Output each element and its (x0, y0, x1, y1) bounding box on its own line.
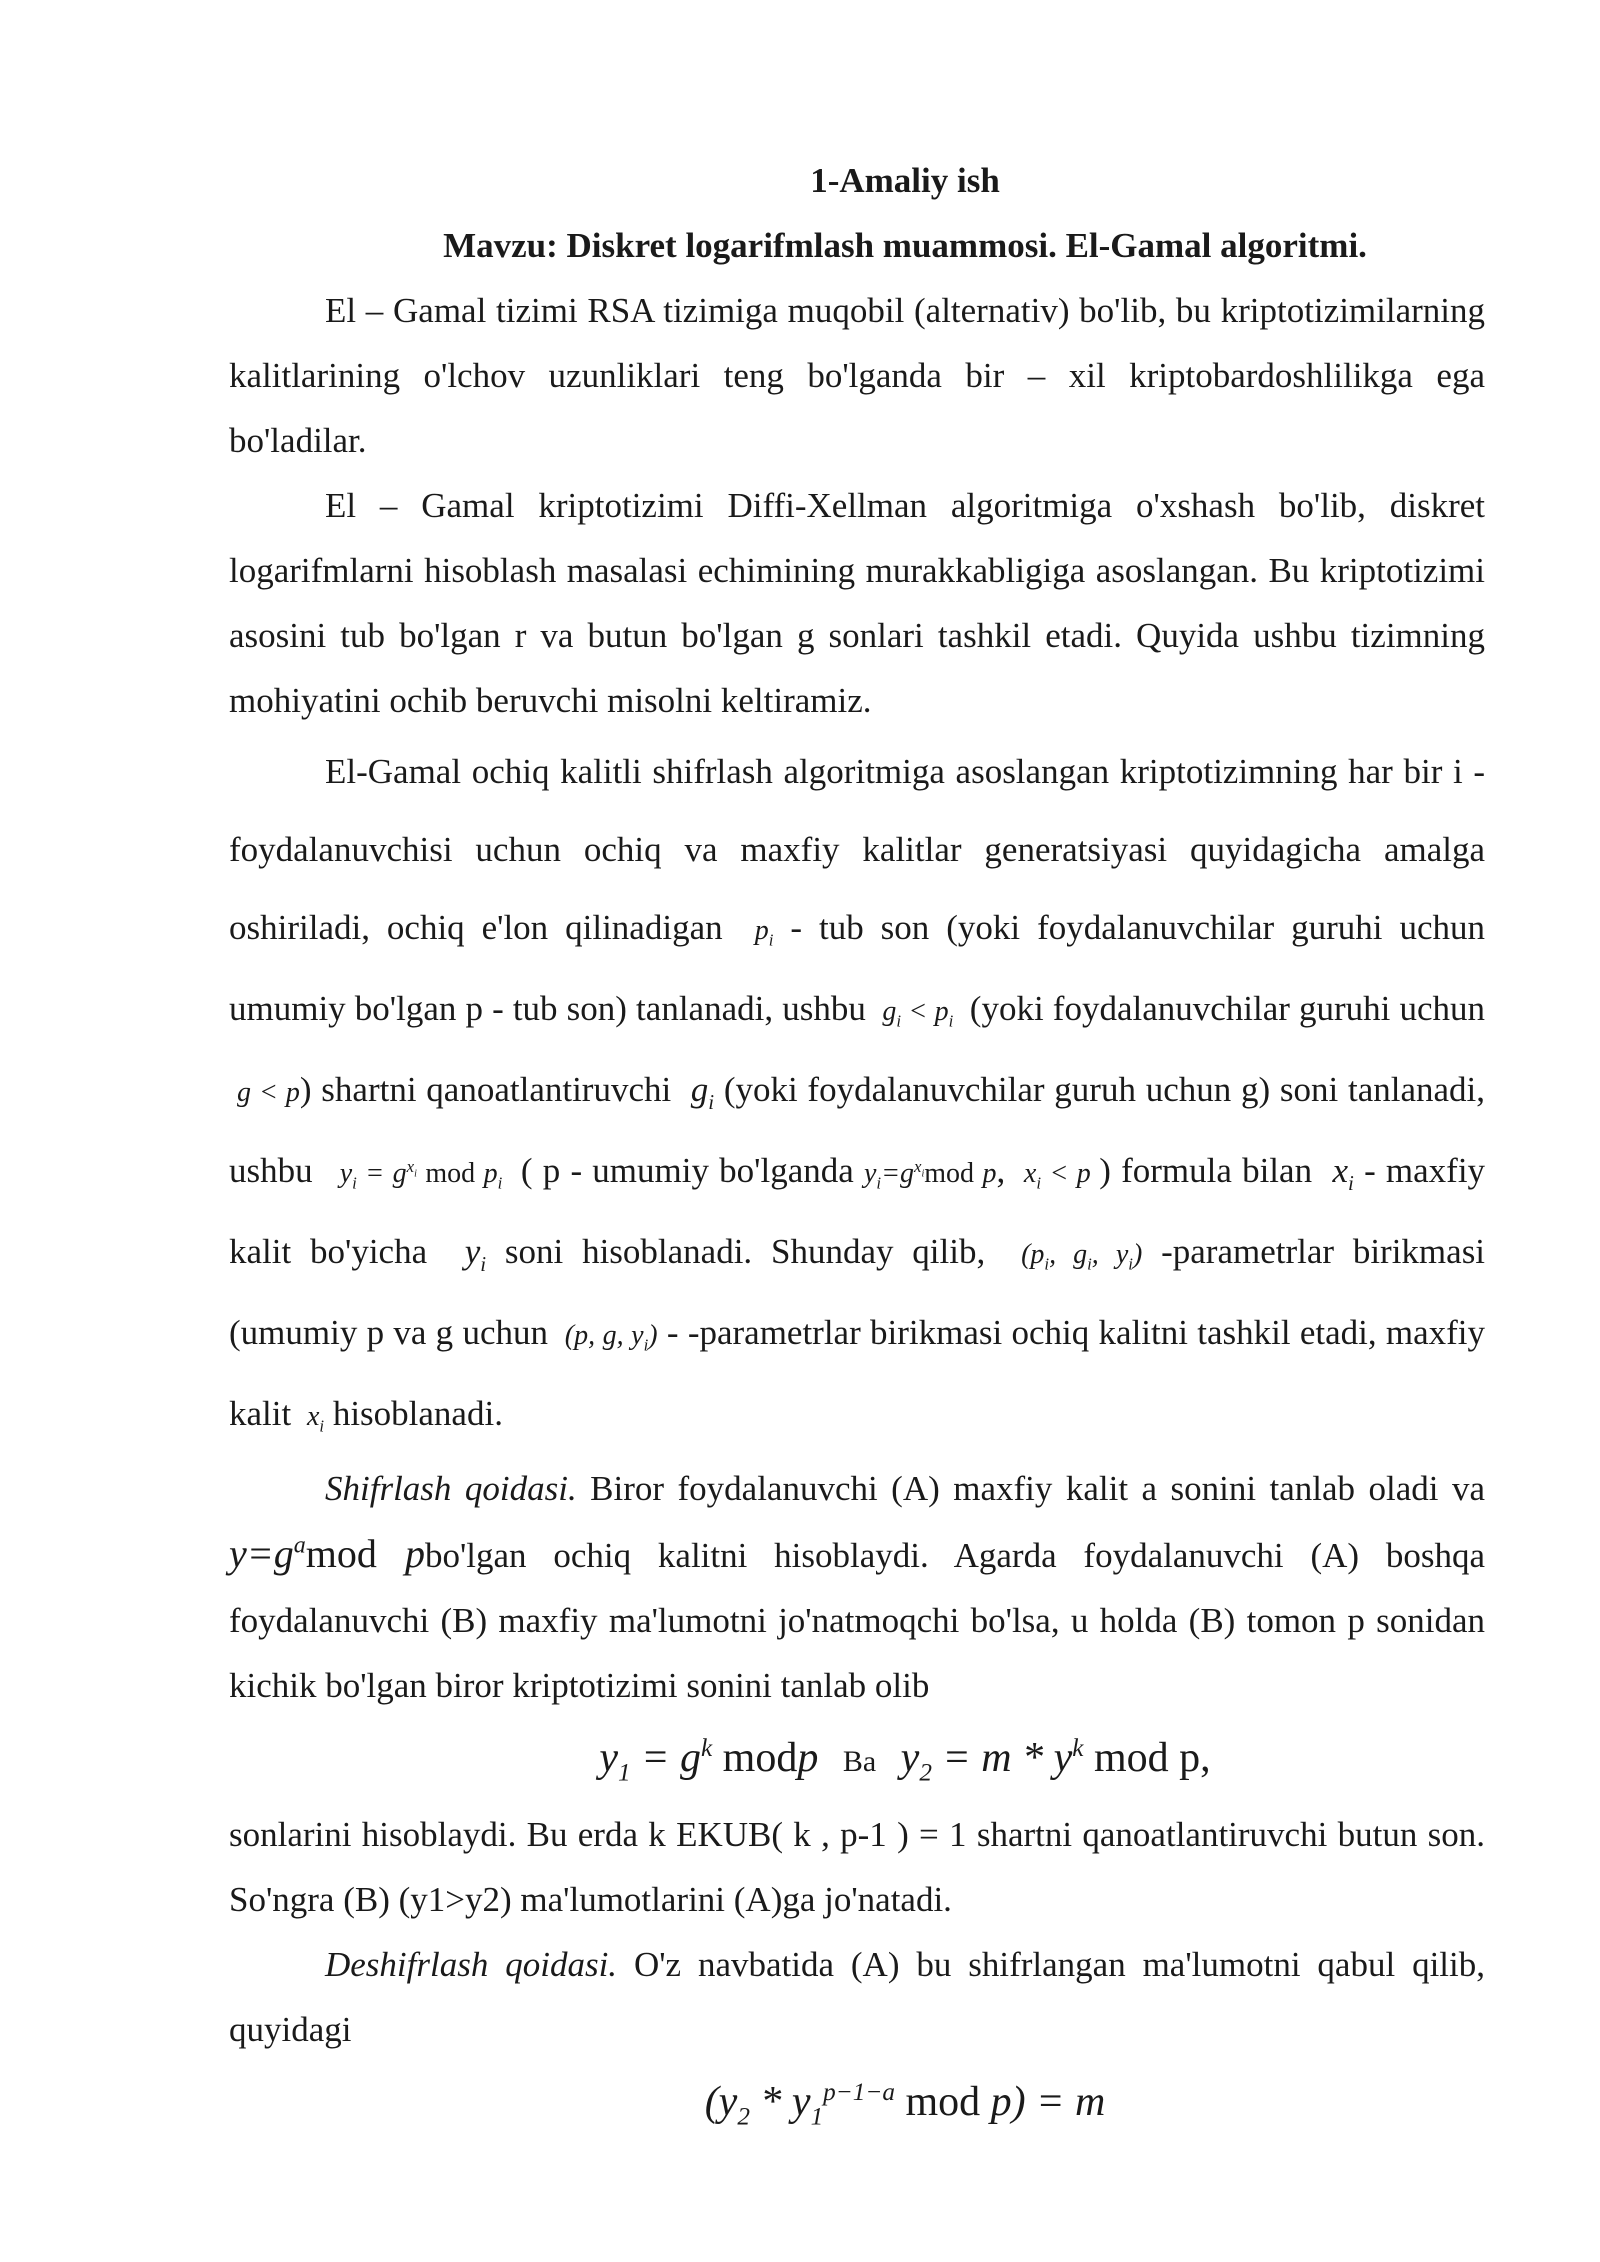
formula-inline: $y_i$ (445, 1232, 487, 1276)
formula-inline: $y_i = g^{x_i}$ mod $p_i$ (322, 1156, 503, 1193)
text-run: formula bilan (1121, 1151, 1313, 1190)
text-run: O'z navbatida (A) bu shifrlangan ma'lumotni qabul qilib, quyidagi (229, 1945, 1485, 2049)
formula-inline: $g_i$ (680, 1070, 715, 1114)
text-run: ) shartni qanoatlantiruvchi (299, 1070, 672, 1109)
paragraph-key-generation: El-Gamal ochiq kalitli shifrlash algoritmiga asoslangan kriptotizimning har bir i - foydalanuvchisi uchun ochiq va maxfiy kalitlar generatsiyasi quyidagicha amalga oshiriladi, ochiq e'lon qilinadigan $p_i$ - tub son (yoki foydalanuvchilar guruhi uchun umumiy bo'lgan p - tub son) tanlanadi, ushbu $g_i < p_i$ (yoki foydalanuvchilar guruhi uchun g < p) shartni qanoatlantiruvchi $g_i$ (yoki foydalanuvchilar guruh uchun g) soni tanlanadi, ushbu $y_i = g^{x_i}$ mod $p_i$ ( p - umumiy bo'lganda $y_i=g^{x_i}mod$ p, $x_i < p$ ) formula bilan $x_i$ - maxfiy kalit bo'yicha $y_i$ soni hisoblanadi. Shunday qilib, ($p_i$, $g_i$, $y_i$) -parametrlar birikmasi (umumiy p va g uchun (p, g, $y_i$) - -parametrlar birikmasi ochiq kalitni tashkil etadi, maxfiy kalit $x_i$ hisoblanadi. (229, 752, 1486, 1436)
formula-decryption (229, 2062, 1485, 2142)
formula-inline: $p_i$ (739, 915, 774, 950)
section-label: Shifrlash qoidasi. (325, 1469, 577, 1508)
paragraph-after-encryption: sonlarini hisoblaydi. Bu erda k EKUB( k , p-1 ) = 1 shartni qanoatlantiruvchi butun son. So'ngra (B) (y1>y2) ma'lumotlarini (A)ga jo'natadi. (229, 1815, 1485, 1919)
formula-inline: g < p (229, 1077, 300, 1108)
formula-separator: Ва (842, 1745, 877, 1778)
paragraph-intro: El – Gamal tizimi RSA tizimiga muqobil (alternativ) bo'lib, bu kriptotizimilarning kalitlarining o'lchov uzunliklari teng bo'lganda bir – xil kriptobardoshlilikga ega bo'ladilar. (229, 291, 1485, 460)
formula-part: ($y_2 * y_1^{p-1-a}$ mod p) = m (704, 2079, 1106, 2131)
text-run: El-Gamal ochiq kalitli shifrlash algoritmiga asoslangan kriptotizimning har bir i - foydalanuvchisi uchun ochiq va maxfiy kalitlar generatsiyasi quyidagicha amalga oshiriladi, ochiq e'lon qilinadigan (229, 752, 1485, 947)
section-label: Deshifrlash qoidasi. (325, 1945, 618, 1984)
paragraph-encryption-rule (229, 1456, 1485, 1718)
text-run: Biror foydalanuvchi (A) maxfiy kalit a sonini tanlab oladi va (590, 1469, 1485, 1508)
formula-encryption (229, 1718, 1485, 1802)
formula-part: $y_2 = m * y^k$ mod p, (900, 1735, 1211, 1787)
text-run: -parametrlar birikmasi (umumiy p va g uchun (229, 1232, 1486, 1352)
formula-inline: (p, g, $y_i$) (557, 1320, 658, 1355)
formula-inline: $x_i$ (1322, 1151, 1354, 1195)
formula-inline: $y=g^amod$ p (229, 1531, 425, 1576)
formula-inline: $y_i=g^{x_i}mod$ p (863, 1156, 997, 1193)
text-run: bo'lgan ochiq kalitni hisoblaydi. Agarda foydalanuvchi (A) boshqa foydalanuvchi (B) maxfiy ma'lumotni jo'natmoqchi bo'lsa, u holda (B) tomon p sonidan kichik bo'lgan biror kriptotizimi sonini tanlab olib (229, 1536, 1486, 1705)
formula-part: $y_1 = g^k$ modp (599, 1735, 819, 1787)
document-title: 1-Amaliy ish (810, 161, 1000, 200)
text-run: hisoblanadi. (332, 1394, 503, 1433)
text-run: - maxfiy kalit bo'yicha (229, 1151, 1486, 1271)
formula-inline: $x_i$ (299, 1401, 325, 1436)
text-run: (yoki foydalanuvchilar guruhi uchun (969, 989, 1486, 1028)
formula-inline: ($p_i$, $g_i$, $y_i$) (1004, 1239, 1143, 1274)
text-run: ( p - umumiy bo'lganda (520, 1151, 854, 1190)
paragraph-basis: El – Gamal kriptotizimi Diffi-Xellman algoritmiga o'xshash bo'lib, diskret logarifmlarni hisoblash masalasi echimining murakkabligiga asoslangan. Bu kriptotizimi asosini tub bo'lgan r va butun bo'lgan g sonlari tashkil etadi. Quyida ushbu tizimning mohiyatini ochib beruvchi misolni keltiramiz. (229, 486, 1485, 720)
document-body (229, 148, 1485, 2142)
formula-inline: $x_i < p$ (1015, 1158, 1100, 1193)
text-run: -parametrlar birikmasi ochiq kalitni tashkil etadi, maxfiy kalit (229, 1313, 1486, 1433)
text-run: (yoki foydalanuvchilar guruh uchun g) soni tanlanadi, ushbu (229, 1070, 1486, 1190)
text-run: - tub son (yoki foydalanuvchilar guruhi uchun umumiy bo'lgan p - tub son) tanlanadi, ushbu (229, 908, 1486, 1028)
document-subtitle: Mavzu: Diskret logarifmlash muammosi. El-Gamal algoritmi. (443, 226, 1367, 265)
formula-inline: $g_i < p_i$ (874, 996, 954, 1031)
paragraph-decryption-rule (229, 1932, 1485, 2062)
text-run: soni hisoblanadi. Shunday qilib, (504, 1232, 986, 1271)
